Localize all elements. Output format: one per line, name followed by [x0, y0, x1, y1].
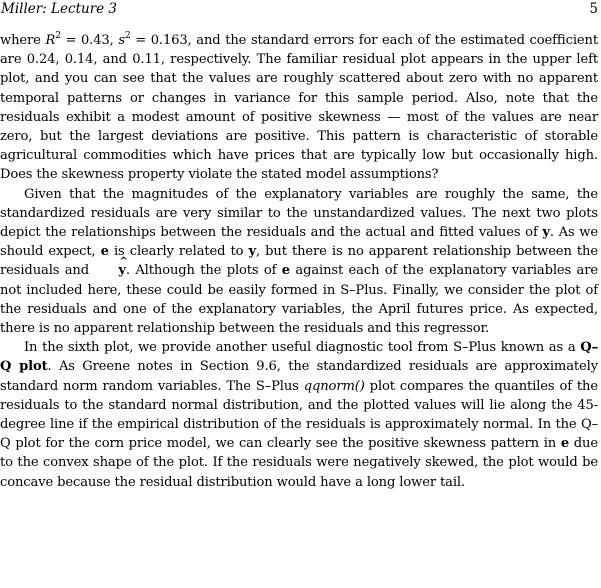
body-text: [0, 31, 598, 492]
math-superscript: 2: [124, 31, 131, 41]
math-superscript: 2: [55, 31, 61, 41]
text-run: In the sixth plot, we provide another useful diagnostic tool from S–Plus known as a: [24, 340, 581, 356]
math-vector-y-hat: y ^: [94, 261, 126, 280]
math-s-symbol: s: [118, 33, 125, 48]
math-vector-y: y: [248, 244, 257, 260]
math-vector-e: e: [560, 436, 570, 452]
text-run: . As we should expect,: [0, 225, 598, 260]
text-run: , but there is no apparent relationship between the residuals and: [0, 244, 598, 279]
paragraph-1: [0, 31, 598, 185]
text-run: . Although the plots of: [125, 263, 282, 279]
text-run: . As Greene notes in Section 9.6, the standardized residuals are approximately standard norm random variables. The S–Plus: [0, 359, 599, 394]
text-run: Given that the magnitudes of the explanatory variables are roughly the same, the standardized residuals are very similar to the unstandardized values. The next two plots depict the relationships between the residuals and the actual and fitted values of: [0, 186, 598, 241]
math-vector-y: y: [542, 225, 550, 241]
text-run: is clearly related to: [108, 244, 249, 260]
text-run: plot compares the quantiles of the residuals to the standard normal distribution, and the plotted values will lie along the 45-degree line if the empirical distribution of the residuals is approximately normal. In the Q–Q plot for the corn price model, we can clearly see the positive skewness pattern in: [0, 378, 598, 452]
page-number: 5: [589, 1, 598, 17]
qq-plot-term: Q–Q plot: [0, 340, 598, 375]
paragraph-3: [0, 338, 598, 492]
math-r-symbol: R: [45, 33, 56, 48]
math-vector-e: e: [281, 263, 291, 279]
text-run: = 0.43,: [60, 33, 119, 48]
text-run: due to the convex shape of the plot. If the residuals were negatively skewed, the plot would be concave because the residual distribution would have a long lower tail.: [0, 436, 599, 490]
text-run: against each of the explanatory variables are not included here, these could be easily formed in S–Plus. Finally, we consider the plot of the residuals and one of the explanatory variables, the April futures price. As expected, there is no apparent relationship between the residuals and this regressor.: [0, 263, 598, 337]
running-header: [0, 0, 598, 18]
paragraph-2: [0, 185, 598, 339]
qqnorm-function: qqnorm(): [303, 378, 365, 394]
text-run: = 0.163, and the standard errors for each of the estimated coefficient are 0.24, 0.14, and 0.11, respectively. The familiar residual plot appears in the upper left plot, and you can see that the values are roughly scattered about zero with no apparent temporal patterns or changes in variance for this sample period. Also, note that the residuals exhibit a modest amount of positive skewness — most of the values are near zero, but the largest deviations are positive. This pattern is characteristic of storable agricultural commodities which have prices that are typically low but occasionally high. Does the skewness property violate the stated model assumptions?: [0, 33, 598, 183]
math-vector-e: e: [100, 244, 109, 260]
lecture-title: Miller: Lecture 3: [1, 1, 118, 17]
text-run: where: [0, 33, 46, 48]
